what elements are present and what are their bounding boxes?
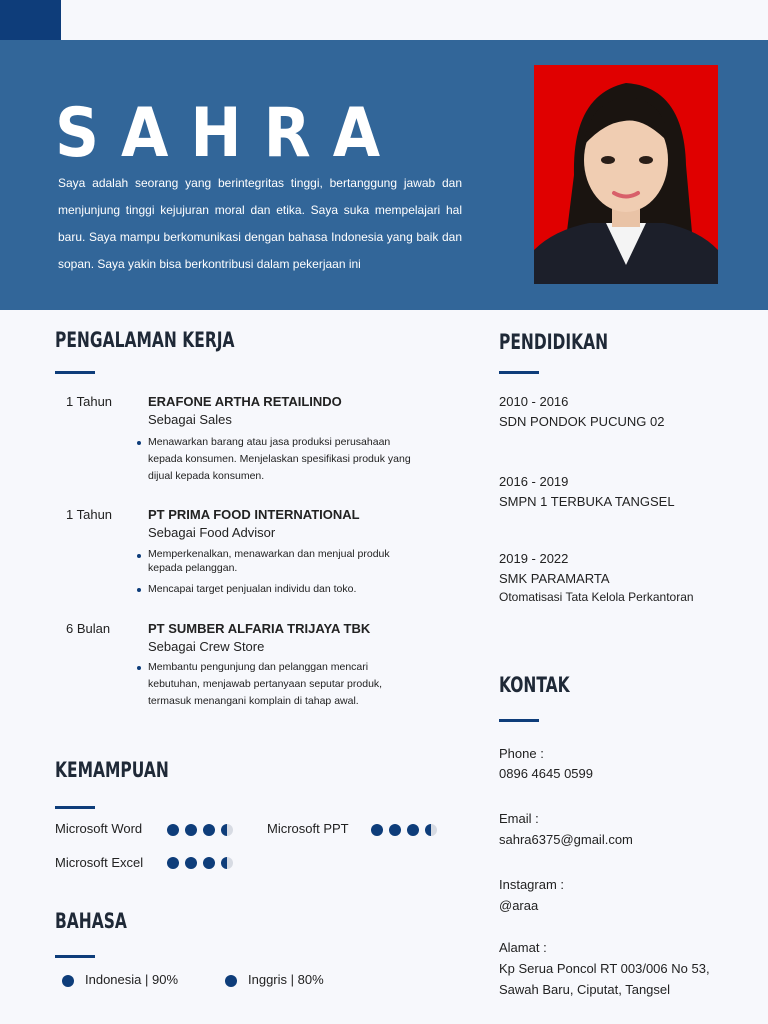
job-duration: 1 Tahun	[66, 507, 113, 522]
phone-label: Phone :	[499, 746, 544, 761]
profile-photo	[534, 65, 718, 284]
rating-dot	[371, 824, 383, 836]
job-bullet: Membantu pengunjung dan pelanggan mencari kebutuhan, menjawab pertanyaan seputar produk, termasuk menangani komplain di tahap awal.	[148, 659, 413, 710]
header-banner	[0, 40, 768, 310]
contact-underline	[499, 719, 539, 722]
language-item: Indonesia | 90%	[85, 972, 178, 987]
rating-dot	[203, 824, 215, 836]
education-title: PENDIDIKAN	[499, 330, 609, 354]
experience-title: PENGALAMAN KERJA	[55, 328, 235, 352]
education-school: SMPN 1 TERBUKA TANGSEL	[499, 494, 675, 509]
language-bullet	[62, 975, 74, 987]
job-company: PT PRIMA FOOD INTERNATIONAL	[148, 507, 360, 522]
education-years: 2019 - 2022	[499, 551, 569, 566]
job-role: Sebagai Crew Store	[148, 639, 265, 654]
rating-dot	[167, 857, 179, 869]
language-bullet	[225, 975, 237, 987]
job-bullet: Menawarkan barang atau jasa produksi perusahaan kepada konsumen. Menjelaskan spesifikasi produk yang dijual kepada konsumen.	[148, 434, 418, 485]
email-value: sahra6375@gmail.com	[499, 832, 633, 847]
rating-dot-half	[425, 824, 437, 836]
job-bullet: Mencapai target penjualan individu dan toko.	[148, 581, 423, 598]
instagram-value: @araa	[499, 898, 539, 913]
languages-underline	[55, 955, 95, 958]
rating-dot	[407, 824, 419, 836]
job-bullet: Memperkenalkan, menawarkan dan menjual produk kepada pelanggan.	[148, 547, 423, 575]
education-school: SMK PARAMARTA	[499, 571, 610, 586]
education-years: 2016 - 2019	[499, 474, 569, 489]
instagram-label: Instagram :	[499, 877, 565, 892]
education-years: 2010 - 2016	[499, 394, 569, 409]
rating-dot	[167, 824, 179, 836]
address-label: Alamat :	[499, 940, 547, 955]
address-value: Kp Serua Poncol RT 003/006 No 53, Sawah Baru, Ciputat, Tangsel	[499, 961, 710, 997]
email-label: Email :	[499, 811, 539, 826]
education-underline	[499, 371, 539, 374]
languages-title: BAHASA	[55, 909, 127, 933]
job-company: PT SUMBER ALFARIA TRIJAYA TBK	[148, 621, 371, 636]
education-major: Otomatisasi Tata Kelola Perkantoran	[499, 590, 694, 604]
skill-name: Microsoft PPT	[267, 821, 349, 836]
skills-title: KEMAMPUAN	[55, 758, 169, 782]
name-heading: SAHRA	[55, 94, 403, 173]
job-duration: 1 Tahun	[66, 394, 113, 409]
rating-dot-half	[221, 857, 233, 869]
rating-dot-half	[221, 824, 233, 836]
job-company: ERAFONE ARTHA RETAILINDO	[148, 394, 342, 409]
rating-dot	[203, 857, 215, 869]
skills-underline	[55, 806, 95, 809]
corner-accent	[0, 0, 61, 40]
skill-rating	[167, 857, 233, 869]
skill-rating	[371, 824, 437, 836]
education-school: SDN PONDOK PUCUNG 02	[499, 414, 665, 429]
rating-dot	[185, 824, 197, 836]
job-role: Sebagai Food Advisor	[148, 525, 276, 540]
job-bullets	[148, 547, 423, 598]
rating-dot	[389, 824, 401, 836]
skill-name: Microsoft Excel	[55, 855, 144, 870]
phone-value: 0896 4645 0599	[499, 766, 593, 781]
skill-rating	[167, 824, 233, 836]
contact-title: KONTAK	[499, 673, 570, 697]
job-bullets	[148, 434, 418, 485]
job-role: Sebagai Sales	[148, 412, 232, 427]
job-duration: 6 Bulan	[66, 621, 111, 636]
experience-underline	[55, 371, 95, 374]
rating-dot	[185, 857, 197, 869]
job-bullets	[148, 659, 413, 710]
profile-summary: Saya adalah seorang yang berintegritas tinggi, bertanggung jawab dan menjunjung tinggi kejujuran moral dan etika. Saya suka mempelajari hal baru. Saya mampu berkomunikasi dengan bahasa Indonesia yang baik dan sopan. Saya yakin bisa berkontribusi dalam pekerjaan ini	[58, 176, 462, 271]
language-item: Inggris | 80%	[248, 972, 324, 987]
skill-name: Microsoft Word	[55, 821, 143, 836]
